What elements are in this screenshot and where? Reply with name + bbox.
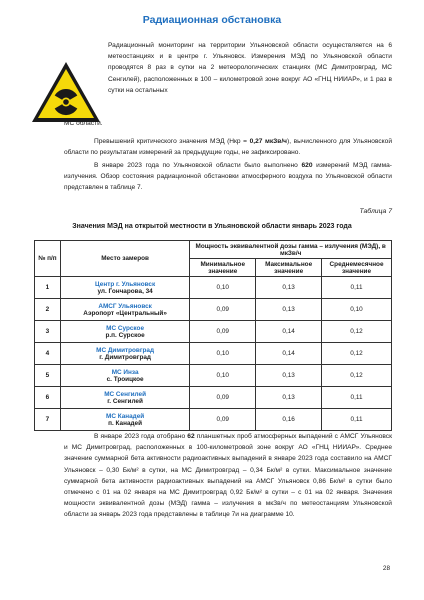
row-number: 3 [35,321,61,343]
station-name: МС Сенгилей [104,390,146,398]
p3-text-b: измерений МЭД гамма-излучения. Обзор состояния радиационной обстановки атмосферного воздуха по Ульяновской области представлен в таблице 7. [64,162,392,192]
table-row [35,321,392,343]
table-header-row [35,241,392,259]
avg-value: 0,12 [322,321,392,343]
max-value: 0,13 [256,365,322,387]
row-place [60,343,189,365]
intro-paragraph-3 [64,160,392,194]
max-value: 0,14 [256,321,322,343]
row-number: 4 [35,343,61,365]
max-value: 0,14 [256,343,322,365]
header-place: Место замеров [60,241,189,277]
station-location: р.п. Сурское [105,331,145,339]
table-row [35,299,392,321]
p3-text-a: В январе 2023 года по Ульяновской области было выполнено [94,162,302,169]
max-value: 0,13 [256,299,322,321]
critical-value: 0,27 мкЗв/ч [249,138,288,145]
avg-value: 0,12 [322,343,392,365]
header-max: Максимальное значение [256,259,322,277]
station-name: МС Инза [111,368,139,376]
station-location: Аэропорт «Центральный» [83,309,167,317]
station-name: АМСГ Ульяновск [98,302,152,310]
header-dose-group: Мощность эквивалентной дозы гамма – излучения (МЭД), в мкЗв/ч [190,241,392,259]
sample-count: 62 [187,433,195,440]
outro-paragraph [64,431,392,521]
avg-value: 0,11 [322,387,392,409]
station-name: Центр г. Ульяновск [95,280,156,288]
station-location: с. Троицкое [106,375,144,383]
row-number: 2 [35,299,61,321]
table-number: Таблица 7 [359,208,392,215]
row-number: 5 [35,365,61,387]
table-row [35,365,392,387]
station-location: г. Сенгилей [107,397,143,405]
row-place [60,409,189,431]
station-location: п. Канадей [108,419,143,427]
min-value: 0,10 [190,343,256,365]
avg-value: 0,11 [322,409,392,431]
min-value: 0,10 [190,277,256,299]
avg-value: 0,10 [322,299,392,321]
row-number: 6 [35,387,61,409]
med-values-table [34,240,392,431]
intro-paragraph-1: Радиационный мониторинг на территории Ульяновской области осуществляется на 6 метеостанциях и в центре г. Ульяновск. Измерения МЭД по Ульяновской области проводятся 8 раз в сутки на 2 метеорологических станциях (МС Димитровград, МС Сенгилей), расположенных в 100 – километровой зоне вокруг АО «ГНЦ НИИАР», и 1 раз в сутки на остальных [108,42,392,94]
min-value: 0,09 [190,321,256,343]
header-min: Минимальное значение [190,259,256,277]
min-value: 0,09 [190,299,256,321]
page-number: 28 [382,565,390,572]
avg-value: 0,11 [322,277,392,299]
row-place [60,365,189,387]
station-location: г. Димитровград [99,353,151,361]
p2-text-a: Превышений критического значения МЭД (Нкр = [94,138,250,145]
station-location: ул. Гончарова, 34 [97,287,153,295]
intro-paragraph-1-tail: МС области. [64,120,103,127]
page-title: Радиационная обстановка [142,14,282,26]
table-row [35,387,392,409]
max-value: 0,13 [256,387,322,409]
intro-paragraph-2 [64,136,392,158]
row-place [60,299,189,321]
table-row [35,343,392,365]
row-place [60,277,189,299]
measurement-count: 620 [301,162,313,169]
row-number: 7 [35,409,61,431]
header-avg: Среднемесячное значение [322,259,392,277]
station-name: МС Сурское [106,324,145,332]
header-number: № п/п [35,241,61,277]
row-number: 1 [35,277,61,299]
p4-text-b: планшетных проб атмосферных выпадений с АМСГ Ульяновск и МС Димитровград, расположенных в 100-километровой зоне вокруг АО «ГНЦ НИИАР». Среднее значение суммарной бета активности радиоактивных выпадений в январе 2023 года составило на АМСГ Ульяновск – 0,30 Бк/м² в сутки, на МС Димитровград – 0,34 Бк/м² в сутки. Максимальное значение суммарной бета активности радиоактивных выпадений на АМСГ Ульяновск 0,86 Бк/м² в сутки было отмечено с 01 на 02 января на МС Димитровград 0,92 Бк/м² в сутки – с 01 на 02 января. Значения мощности эквивалентной дозы (МЭД) гамма – излучения в мкЗв/ч по метеостанциям Ульяновской области за январь 2023 года представлены в таблице 7и на диаграмме 10. [64,433,392,519]
max-value: 0,13 [256,277,322,299]
min-value: 0,09 [190,387,256,409]
radiation-hazard-icon [30,60,102,124]
p4-text-a: В январе 2023 года отобрано [94,433,188,440]
table-caption: Значения МЭД на открытой местности в Ульяновской области январь 2023 года [72,223,352,230]
avg-value: 0,12 [322,365,392,387]
table-row [35,277,392,299]
max-value: 0,16 [256,409,322,431]
p2-text-b: ), вычисленного для Ульяновской области по результатам измерений за предыдущие годы, не зафиксировано. [64,138,392,157]
station-name: МС Димитровград [96,346,155,354]
row-place [60,321,189,343]
min-value: 0,10 [190,365,256,387]
station-name: МС Канадей [106,412,145,420]
row-place [60,387,189,409]
table-row [35,409,392,431]
min-value: 0,09 [190,409,256,431]
